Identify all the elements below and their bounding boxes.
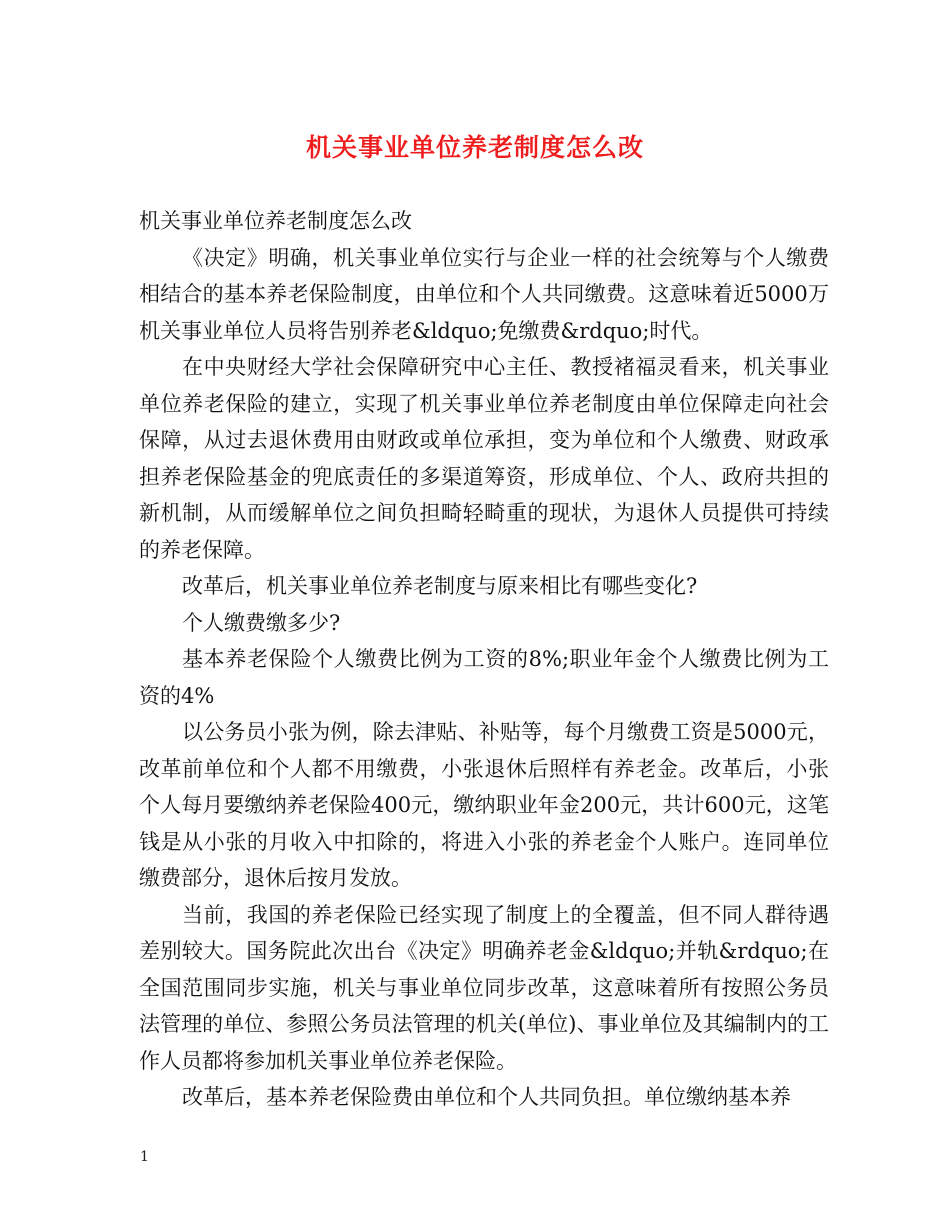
document-title: 机关事业单位养老制度怎么改	[305, 133, 644, 162]
paragraph-heading: 机关事业单位养老制度怎么改	[139, 209, 412, 233]
document-body	[139, 203, 829, 1116]
paragraph: 个人缴费缴多少?	[182, 610, 341, 635]
paragraph: 《决定》明确，机关事业单位实行与企业一样的社会统筹与个人缴费相结合的基本养老保险制度，由单位和个人共同缴费。这意味着近5000万机关事业单位人员将告别养老&ldquo;免缴费&rdquo;时代。	[139, 245, 829, 343]
paragraph: 当前，我国的养老保险已经实现了制度上的全覆盖，但不同人群待遇差别较大。国务院此次出台《决定》明确养老金&ldquo;并轨&rdquo;在全国范围同步实施，机关与事业单位同步改革，这意味着所有按照公务员法管理的单位、参照公务员法管理的机关(单位)、事业单位及其编制内的工作人员都将参加机关事业单位养老保险。	[139, 902, 829, 1073]
paragraph: 在中央财经大学社会保障研究中心主任、教授褚福灵看来，机关事业单位养老保险的建立，实现了机关事业单位养老制度由单位保障走向社会保障，从过去退休费用由财政或单位承担，变为单位和个人缴费、财政承担养老保险基金的兜底责任的多渠道筹资，形成单位、个人、政府共担的新机制，从而缓解单位之间负担畸轻畸重的现状，为退休人员提供可持续的养老保障。	[139, 355, 829, 562]
paragraph: 以公务员小张为例，除去津贴、补贴等，每个月缴费工资是5000元，改革前单位和个人都不用缴费，小张退休后照样有养老金。改革后，小张个人每月要缴纳养老保险400元，缴纳职业年金200元，共计600元，这笔钱是从小张的月收入中扣除的，将进入小张的养老金个人账户。连同单位缴费部分，退休后按月发放。	[139, 720, 829, 890]
paragraph: 基本养老保险个人缴费比例为工资的8%;职业年金个人缴费比例为工资的4%	[139, 647, 829, 708]
paragraph: 改革后，基本养老保险费由单位和个人共同负担。单位缴纳基本养	[182, 1085, 791, 1109]
paragraph: 改革后，机关事业单位养老制度与原来相比有哪些变化?	[182, 574, 698, 598]
page-number: 1	[140, 1149, 149, 1165]
